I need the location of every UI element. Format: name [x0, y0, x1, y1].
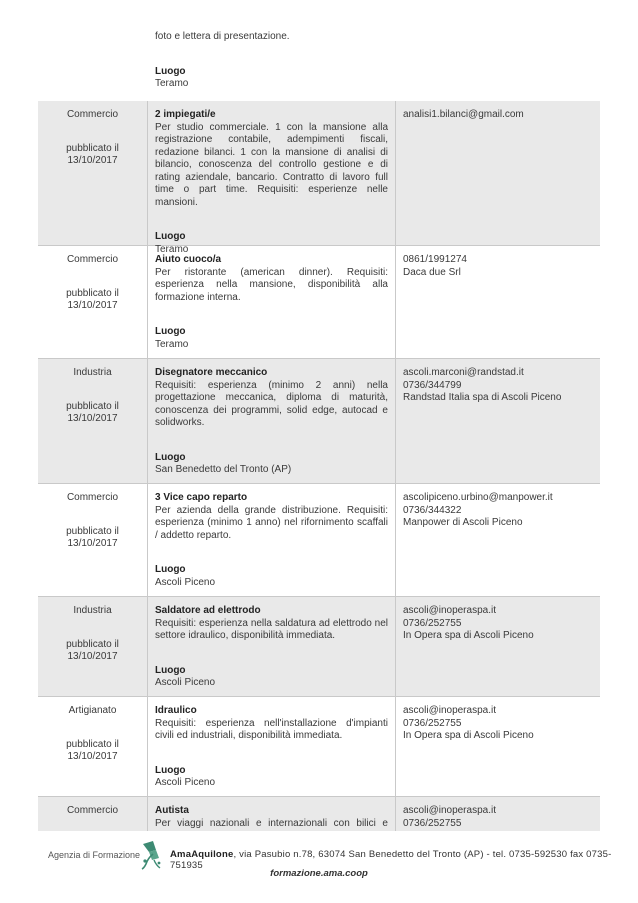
job-title: Idraulico	[155, 705, 197, 716]
published-label: pubblicato il	[66, 288, 119, 299]
sector-label: Artigianato	[68, 705, 117, 716]
sector-label: Commercio	[66, 805, 119, 816]
job-row	[38, 101, 600, 255]
published-label: pubblicato il	[66, 639, 119, 650]
website-link[interactable]: formazione.ama.coop	[270, 868, 368, 879]
contact-phone: 0736/344799	[403, 379, 462, 391]
contact-phone: 0736/252755	[403, 717, 462, 729]
published-date: 13/10/2017	[67, 413, 118, 424]
address-text: , via Pasubio n.78, 63074 San Benedetto del Tronto (AP) - tel. 0735-592530 fax 0735-751935	[170, 849, 612, 871]
intro-row	[38, 0, 600, 101]
contact-email[interactable]: analisi1.bilanci@gmail.com	[403, 109, 524, 120]
contact-phone: 0736/252755	[403, 817, 462, 829]
contact-phone: 0861/1991274	[403, 254, 467, 265]
published-date: 13/10/2017	[67, 155, 118, 166]
page-footer	[0, 838, 638, 903]
job-description: Requisiti: esperienza nell'installazione d'impianti civili ed industriali, disponibilità immediata.	[155, 717, 388, 741]
contact-phone: 0736/252755	[403, 617, 462, 629]
luogo-value: Ascoli Piceno	[155, 677, 216, 688]
luogo-label: Luogo	[155, 231, 186, 242]
contact-email[interactable]: ascoli@inoperaspa.it	[403, 605, 496, 616]
contact-email[interactable]: ascoli.marconi@randstad.it	[403, 367, 524, 378]
contact-company: In Opera spa di Ascoli Piceno	[403, 630, 534, 641]
luogo-value: San Benedetto del Tronto (AP)	[155, 464, 292, 475]
published-date: 13/10/2017	[67, 751, 118, 762]
job-title: 2 impiegati/e	[155, 109, 216, 120]
kite-logo-icon	[140, 840, 166, 870]
luogo-label: Luogo	[155, 564, 186, 575]
contact-phone: 0736/344322	[403, 504, 462, 516]
brand-name: AmaAquilone	[170, 849, 234, 860]
luogo-value: Ascoli Piceno	[155, 576, 216, 588]
job-description: Per viaggi nazionali e internazionali con bilici e	[155, 817, 388, 829]
contact-email[interactable]: ascoli@inoperaspa.it	[403, 705, 496, 716]
sector-label: Industria	[73, 605, 112, 616]
job-title: Disegnatore meccanico	[155, 367, 268, 378]
published-date: 13/10/2017	[67, 300, 118, 311]
contact-company: Manpower di Ascoli Piceno	[403, 517, 523, 528]
job-description: Requisiti: esperienza (minimo 2 anni) nella progettazione meccanica, diploma di maturità, conoscenza dei programmi, solid edge, autocad e solidworks.	[155, 379, 388, 428]
published-date: 13/10/2017	[67, 651, 118, 662]
job-description: Per ristorante (american dinner). Requisiti: esperienza nella mansione, disponibilità alla formazione interna.	[155, 266, 388, 303]
published-label: pubblicato il	[66, 401, 119, 412]
job-title: Saldatore ad elettrodo	[155, 605, 261, 616]
luogo-value: Teramo	[155, 243, 189, 255]
sector-label: Commercio	[66, 254, 119, 265]
luogo-label: Luogo	[155, 764, 186, 776]
luogo-value: Teramo	[155, 338, 189, 350]
job-description: Requisiti: esperienza nella saldatura ad elettrodo nel settore idraulico, disponibilità immediata.	[155, 617, 388, 641]
job-row	[38, 359, 600, 484]
job-title: 3 Vice capo reparto	[155, 492, 248, 503]
luogo-label: Luogo	[155, 65, 186, 77]
published-label: pubblicato il	[66, 739, 119, 750]
published-date: 13/10/2017	[67, 538, 118, 549]
job-description: Per azienda della grande distribuzione. Requisiti: esperienza (minimo 1 anno) nel rifornimento scaffali / addetto reparto.	[155, 504, 388, 541]
job-listings-page	[38, 0, 600, 831]
contact-email[interactable]: ascoli@inoperaspa.it	[403, 805, 496, 816]
contact-company: Randstad Italia spa di Ascoli Piceno	[403, 392, 562, 403]
contact-company: Daca due Srl	[403, 266, 461, 278]
luogo-label: Luogo	[155, 451, 186, 463]
contact-email[interactable]: ascolipiceno.urbino@manpower.it	[403, 492, 553, 503]
published-label: pubblicato il	[66, 526, 119, 537]
sector-label: Commercio	[66, 492, 119, 503]
job-title: Aiuto cuoco/a	[155, 254, 222, 265]
sector-label: Industria	[73, 367, 112, 378]
sector-label: Commercio	[66, 109, 119, 120]
luogo-label: Luogo	[155, 326, 186, 337]
luogo-value: Ascoli Piceno	[155, 777, 216, 788]
job-title: Autista	[155, 805, 189, 816]
agency-label: Agenzia di Formazione	[48, 850, 141, 860]
intro-text: foto e lettera di presentazione.	[155, 31, 290, 42]
contact-company: In Opera spa di Ascoli Piceno	[403, 730, 534, 741]
job-row	[38, 797, 600, 831]
job-row	[38, 243, 600, 359]
job-row	[38, 597, 600, 697]
job-description: Per studio commerciale. 1 con la mansione alla registrazione contabile, adempimenti fiscali, redazione bilanci. 1 con la mansione di analisi di bilancio, conoscenza del controllo gestione e di rating aziendale, bancario. Contratto di lavoro full time o part time. Requisiti: esperienze nelle mansioni.	[155, 121, 388, 208]
job-row	[38, 697, 600, 797]
luogo-label: Luogo	[155, 664, 186, 676]
published-label: pubblicato il	[66, 143, 119, 154]
luogo-value: Teramo	[155, 78, 189, 89]
job-row	[38, 484, 600, 597]
